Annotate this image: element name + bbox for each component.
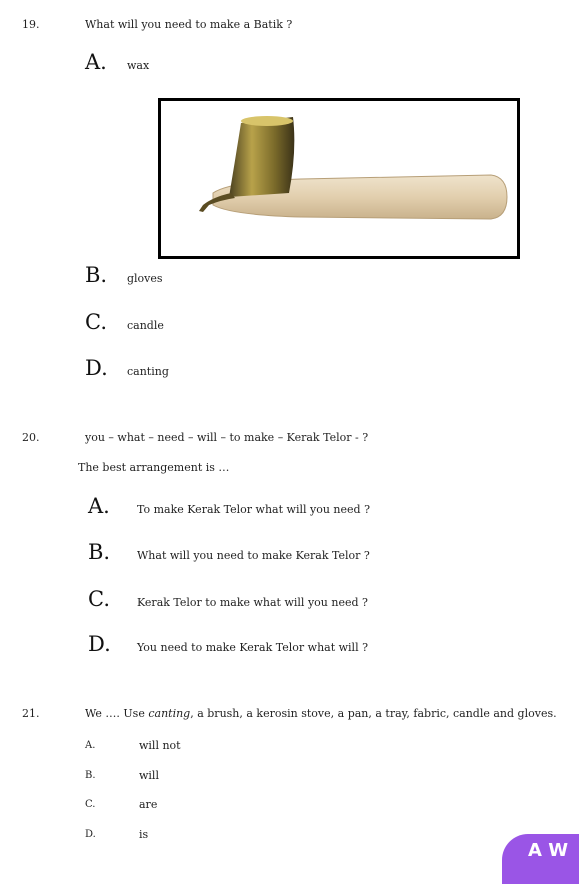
q21-option-d-letter[interactable]: D.	[85, 829, 96, 840]
q20-prompt: The best arrangement is …	[78, 461, 230, 474]
q21-option-d-text[interactable]: is	[139, 828, 149, 841]
canting-tool-illustration	[161, 101, 517, 256]
q20-option-d-letter[interactable]: D.	[88, 632, 111, 656]
q19-option-a-text[interactable]: wax	[127, 59, 150, 72]
q21-option-b-text[interactable]: will	[139, 769, 159, 782]
q19-option-d-text[interactable]: canting	[127, 365, 169, 378]
q21-option-c-letter[interactable]: C.	[85, 799, 96, 810]
floating-badge-label[interactable]: A W	[528, 840, 569, 861]
q20-option-b-letter[interactable]: B.	[88, 540, 111, 564]
q19-option-a-letter[interactable]: A.	[85, 50, 107, 74]
q19-option-b-text[interactable]: gloves	[127, 272, 163, 285]
q20-option-b-text[interactable]: What will you need to make Kerak Telor ?	[137, 549, 370, 562]
q20-option-d-text[interactable]: You need to make Kerak Telor what will ?	[137, 641, 368, 654]
q21-question-italic: canting	[148, 707, 191, 720]
q19-question: What will you need to make a Batik ?	[85, 18, 293, 31]
q21-option-b-letter[interactable]: B.	[85, 770, 96, 781]
q19-number: 19.	[22, 18, 40, 31]
q20-question: you – what – need – will – to make – Kerak Telor - ?	[85, 431, 369, 444]
q21-option-a-text[interactable]: will not	[139, 739, 181, 752]
canting-image-frame	[158, 98, 520, 259]
q20-option-a-text[interactable]: To make Kerak Telor what will you need ?	[137, 503, 370, 516]
q20-option-a-letter[interactable]: A.	[88, 494, 110, 518]
q21-question	[85, 707, 557, 720]
q20-number: 20.	[22, 431, 40, 444]
q21-option-c-text[interactable]: are	[139, 798, 158, 811]
q20-option-c-text[interactable]: Kerak Telor to make what will you need ?	[137, 596, 368, 609]
q21-question-before: We …. Use	[85, 707, 149, 720]
q21-number: 21.	[22, 707, 40, 720]
q19-option-c-letter[interactable]: C.	[85, 310, 107, 334]
q19-option-b-letter[interactable]: B.	[85, 263, 108, 287]
q21-option-a-letter[interactable]: A.	[85, 740, 96, 751]
q21-question-after: , a brush, a kerosin stove, a pan, a tray, fabric, candle and gloves.	[190, 707, 557, 720]
q19-option-d-letter[interactable]: D.	[85, 356, 108, 380]
q20-option-c-letter[interactable]: C.	[88, 587, 110, 611]
q19-option-c-text[interactable]: candle	[127, 319, 164, 332]
